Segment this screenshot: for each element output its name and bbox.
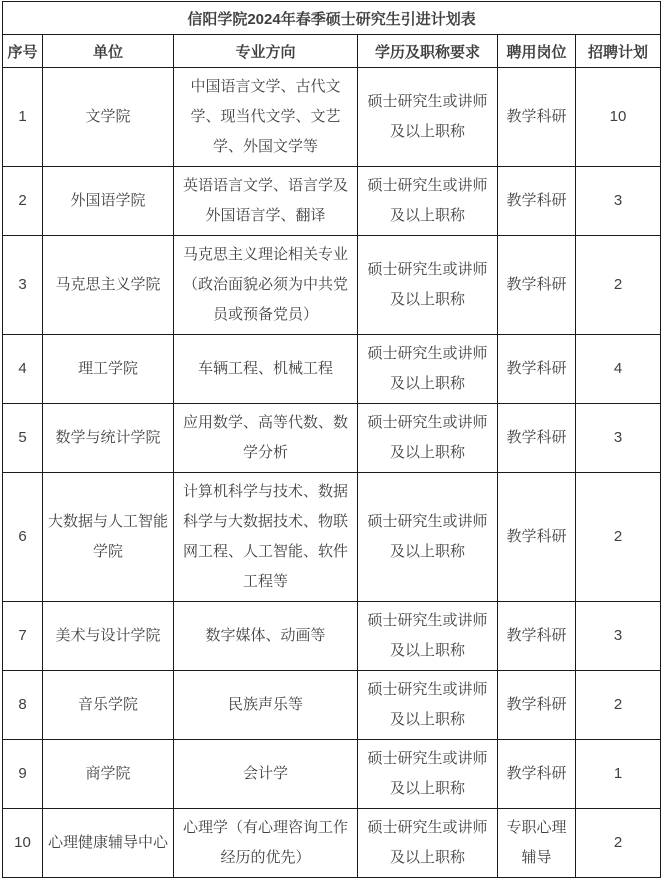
table-row <box>3 809 661 878</box>
column-header: 招聘计划 <box>576 35 661 68</box>
cell-major-direction: 民族声乐等 <box>174 671 358 740</box>
cell-major-direction: 计算机科学与技术、数据科学与大数据技术、物联网工程、人工智能、软件工程等 <box>174 473 358 602</box>
cell-education-requirement: 硕士研究生或讲师及以上职称 <box>358 404 498 473</box>
cell-major-direction: 数字媒体、动画等 <box>174 602 358 671</box>
cell-recruit-plan: 10 <box>576 68 661 167</box>
table-row <box>3 167 661 236</box>
table-row <box>3 236 661 335</box>
column-header: 专业方向 <box>174 35 358 68</box>
cell-unit: 心理健康辅导中心 <box>43 809 174 878</box>
cell-recruit-plan: 2 <box>576 809 661 878</box>
table-row <box>3 740 661 809</box>
cell-recruit-plan: 3 <box>576 167 661 236</box>
cell-major-direction: 马克思主义理论相关专业（政治面貌必须为中共党员或预备党员） <box>174 236 358 335</box>
recruitment-plan-table <box>2 1 661 878</box>
cell-major-direction: 会计学 <box>174 740 358 809</box>
column-header: 学历及职称要求 <box>358 35 498 68</box>
cell-position: 教学科研 <box>498 236 576 335</box>
cell-major-direction: 车辆工程、机械工程 <box>174 335 358 404</box>
cell-unit: 理工学院 <box>43 335 174 404</box>
cell-position: 教学科研 <box>498 68 576 167</box>
cell-serial-number: 4 <box>3 335 43 404</box>
table-row <box>3 602 661 671</box>
column-header: 聘用岗位 <box>498 35 576 68</box>
cell-education-requirement: 硕士研究生或讲师及以上职称 <box>358 809 498 878</box>
cell-education-requirement: 硕士研究生或讲师及以上职称 <box>358 740 498 809</box>
cell-serial-number: 8 <box>3 671 43 740</box>
column-header: 单位 <box>43 35 174 68</box>
cell-unit: 商学院 <box>43 740 174 809</box>
cell-unit: 音乐学院 <box>43 671 174 740</box>
header-row <box>3 35 661 68</box>
title-row <box>3 2 661 35</box>
column-header: 序号 <box>3 35 43 68</box>
cell-major-direction: 应用数学、高等代数、数学分析 <box>174 404 358 473</box>
table-row <box>3 671 661 740</box>
cell-major-direction: 英语语言文学、语言学及外国语言学、翻译 <box>174 167 358 236</box>
cell-unit: 外国语学院 <box>43 167 174 236</box>
table-row <box>3 473 661 602</box>
cell-serial-number: 2 <box>3 167 43 236</box>
cell-unit: 美术与设计学院 <box>43 602 174 671</box>
cell-recruit-plan: 3 <box>576 602 661 671</box>
cell-recruit-plan: 4 <box>576 335 661 404</box>
cell-serial-number: 7 <box>3 602 43 671</box>
cell-position: 教学科研 <box>498 335 576 404</box>
table-row <box>3 68 661 167</box>
cell-recruit-plan: 3 <box>576 404 661 473</box>
cell-serial-number: 6 <box>3 473 43 602</box>
cell-serial-number: 10 <box>3 809 43 878</box>
cell-education-requirement: 硕士研究生或讲师及以上职称 <box>358 68 498 167</box>
cell-unit: 文学院 <box>43 68 174 167</box>
table-title: 信阳学院2024年春季硕士研究生引进计划表 <box>3 2 661 35</box>
cell-serial-number: 1 <box>3 68 43 167</box>
cell-serial-number: 5 <box>3 404 43 473</box>
table-row <box>3 404 661 473</box>
cell-education-requirement: 硕士研究生或讲师及以上职称 <box>358 602 498 671</box>
cell-position: 教学科研 <box>498 167 576 236</box>
cell-recruit-plan: 2 <box>576 671 661 740</box>
cell-education-requirement: 硕士研究生或讲师及以上职称 <box>358 236 498 335</box>
cell-education-requirement: 硕士研究生或讲师及以上职称 <box>358 671 498 740</box>
cell-unit: 马克思主义学院 <box>43 236 174 335</box>
cell-serial-number: 3 <box>3 236 43 335</box>
cell-serial-number: 9 <box>3 740 43 809</box>
cell-recruit-plan: 2 <box>576 236 661 335</box>
table-row <box>3 335 661 404</box>
cell-education-requirement: 硕士研究生或讲师及以上职称 <box>358 335 498 404</box>
cell-major-direction: 中国语言文学、古代文学、现当代文学、文艺学、外国文学等 <box>174 68 358 167</box>
cell-unit: 大数据与人工智能学院 <box>43 473 174 602</box>
cell-position: 教学科研 <box>498 602 576 671</box>
cell-education-requirement: 硕士研究生或讲师及以上职称 <box>358 473 498 602</box>
cell-recruit-plan: 2 <box>576 473 661 602</box>
cell-education-requirement: 硕士研究生或讲师及以上职称 <box>358 167 498 236</box>
cell-position: 教学科研 <box>498 473 576 602</box>
cell-recruit-plan: 1 <box>576 740 661 809</box>
cell-major-direction: 心理学（有心理咨询工作经历的优先） <box>174 809 358 878</box>
cell-position: 专职心理辅导 <box>498 809 576 878</box>
cell-position: 教学科研 <box>498 671 576 740</box>
cell-position: 教学科研 <box>498 740 576 809</box>
cell-position: 教学科研 <box>498 404 576 473</box>
cell-unit: 数学与统计学院 <box>43 404 174 473</box>
